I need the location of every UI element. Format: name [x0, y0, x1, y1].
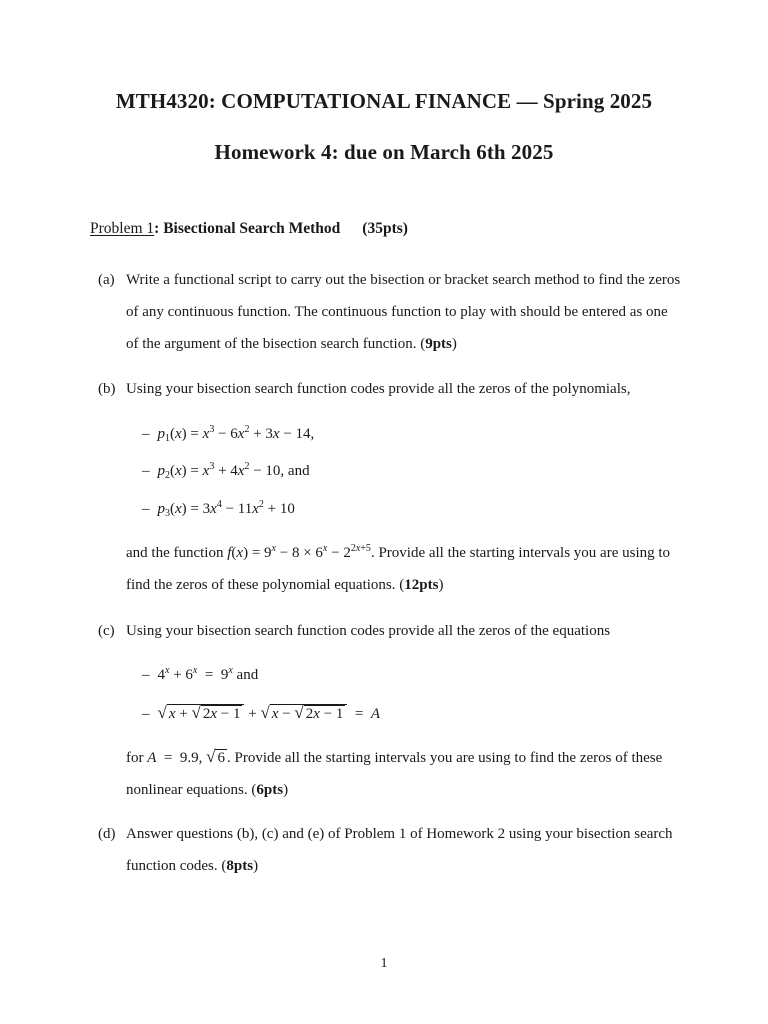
- part-c-bullet-1: – $4^x + 6^x = 9^x$ and: [142, 665, 259, 683]
- part-c: [98, 615, 683, 647]
- part-c-points: 6pts: [256, 782, 284, 798]
- part-b-text: Using your bisection search function codes provide all the zeros of the polynomials,: [126, 381, 631, 397]
- part-a-text: Write a functional script to carry out the bisection or bracket search method to find the zeros of any continuous function. The continuous function to play with should be entered as one of the argument of the bisection search function.: [126, 272, 681, 352]
- part-d-points: 8pts: [226, 858, 254, 874]
- homework-title: Homework 4: due on March 6th 2025: [214, 140, 554, 164]
- part-b-bullet-3: – $p_3(x) = 3x^4 - 11x^2 + 10$: [142, 499, 295, 519]
- page-number: 1: [380, 956, 388, 971]
- part-a-body: Write a functional script to carry out the bisection or bracket search method to find the zeros of any continuous function. The continuous function to play with should be entered as one of the argument of the bisection search function. (9pts): [126, 272, 681, 352]
- part-d-label: (d): [98, 826, 116, 842]
- part-a-label: (a): [98, 272, 115, 288]
- course-title: MTH4320: COMPUTATIONAL FINANCE — Spring 2025: [115, 89, 653, 113]
- part-b-bullet-2: – $p_2(x) = x^3 + 4x^2 - 10$, and: [142, 461, 310, 481]
- part-b-points: 12pts: [404, 577, 439, 593]
- part-c-label: (c): [98, 623, 115, 639]
- part-a-points: 9pts: [425, 336, 452, 352]
- part-c-bullet-2: – √ x + √ 2x − 1 + √ x − √ 2x − 1 = A: [142, 703, 381, 722]
- problem-label: Problem 1: [90, 220, 155, 237]
- part-d-text: Answer questions (b), (c) and (e) of Problem 1 of Homework 2 using your bisection search function codes.: [126, 826, 673, 874]
- part-b-label: (b): [98, 381, 116, 397]
- part-c-followup: for A = 9.9, √ 6 . Provide all the starting intervals you are using to find the zeros of these nonlinear equations. (6pts): [126, 747, 663, 798]
- part-d: [98, 818, 683, 882]
- problem-heading: [90, 220, 408, 238]
- problem-points: (35pts): [362, 220, 408, 237]
- part-b: [98, 373, 683, 405]
- part-c-text: Using your bisection search function codes provide all the zeros of the equations: [126, 623, 611, 639]
- part-a: [98, 264, 683, 360]
- part-d-body: Answer questions (b), (c) and (e) of Problem 1 of Homework 2 using your bisection search function codes. (8pts): [126, 826, 673, 874]
- part-b-followup: and the function $f(x) = 9^x - 8 \times 6^x - 2^{2x+5}$. Provide all the starting intervals you are using to find the zeros of these polynomial equations. (12pts): [126, 543, 671, 593]
- part-b-bullet-1: – $p_1(x) = x^3 - 6x^2 + 3x - 14$,: [142, 424, 315, 444]
- problem-title: : Bisectional Search Method: [154, 220, 341, 237]
